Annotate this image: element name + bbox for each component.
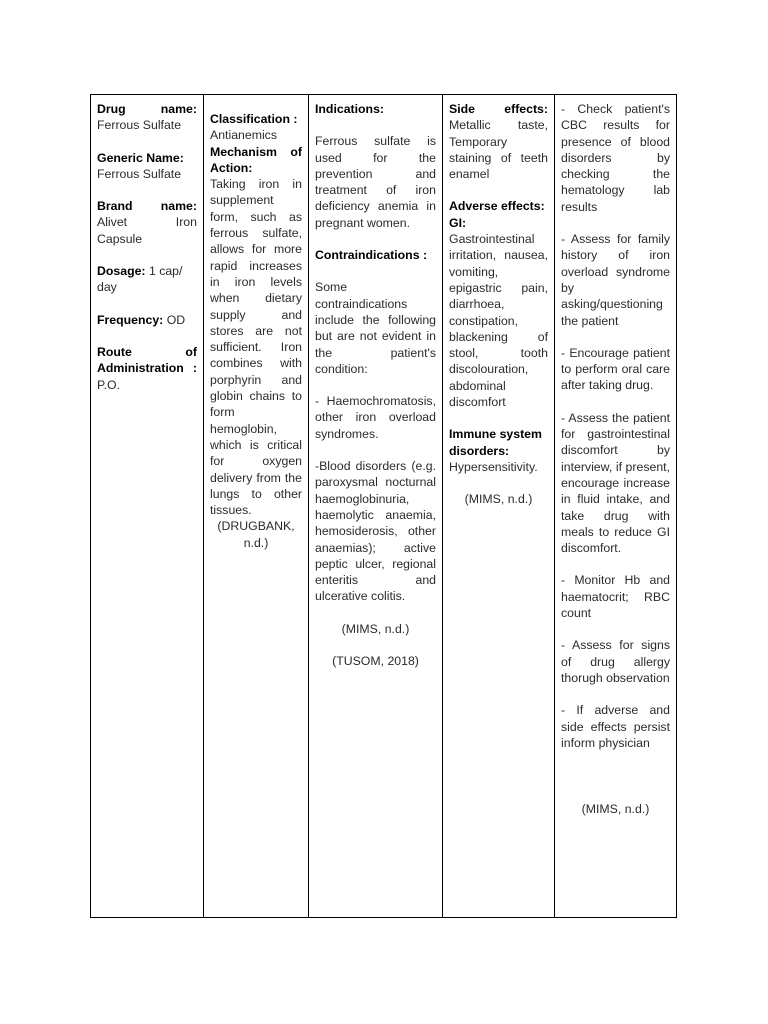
mechanism-label: Mechanism of Action: <box>210 144 302 175</box>
contraindications-label: Contraindications : <box>315 248 428 263</box>
indications-text: Ferrous sulfate is used for the prevention and treatment of iron deficiency anemia in pregnant women. <box>315 134 436 230</box>
mims-citation: (MIMS, n.d.) <box>581 802 650 817</box>
side-effects-column <box>443 95 555 917</box>
mechanism-text: Taking iron in supplement form, such as ferrous sulfate, allows for more rapid increases in iron levels when dietary supply and stores are not sufficient. Iron combines with porphyrin and globin chains to form hemoglobin, which is critical for oxygen delivery from the lungs to other tissues. <box>210 177 302 518</box>
nursing-item: - Check patient's CBC results for presence of blood disorders by checking the hematology lab results <box>561 102 670 214</box>
contraindication-item: -Blood disorders (e.g. paroxysmal nocturnal haemoglobinuria, haemolytic anaemia, hemosiderosis, other anaemias); active peptic ulcer, regional enteritis and ulcerative colitis. <box>315 459 436 604</box>
classification-column <box>204 95 309 917</box>
frequency-value: OD <box>166 312 186 327</box>
drug-study-table <box>90 94 677 918</box>
nursing-item: - Assess for signs of drug allergy thorugh observation <box>561 638 670 685</box>
nursing-responsibilities-column <box>555 95 676 917</box>
gi-text: Gastrointestinal irritation, nausea, vomiting, epigastric pain, diarrhoea, constipation, blackening of stool, tooth discolouration, abdominal discomfort <box>449 232 548 410</box>
nursing-item: - Monitor Hb and haematocrit; RBC count <box>561 573 670 621</box>
immune-label: Immune system disorders: <box>449 427 542 458</box>
classification-label: Classification : <box>210 112 298 126</box>
generic-name-label: Generic Name: <box>97 150 184 165</box>
route-label: Route of Administration : <box>97 344 197 376</box>
gi-label: GI: <box>449 215 467 230</box>
mims-citation: (MIMS, n.d.) <box>464 492 533 507</box>
drug-name-label: Drug name: <box>97 102 197 116</box>
mims-citation: (MIMS, n.d.) <box>341 621 410 636</box>
indications-label: Indications: <box>315 102 385 116</box>
dosage-block <box>97 263 197 296</box>
dosage-value: 1 cap/ day <box>97 264 183 295</box>
brand-name-block <box>97 198 197 247</box>
tusom-citation: (TUSOM, 2018) <box>332 654 419 669</box>
side-effects-text: Metallic taste, Temporary staining of teeth enamel <box>449 118 548 182</box>
drugbank-citation: (DRUGBANK, n.d.) <box>217 519 295 550</box>
contraindication-item: - Haemochromatosis, other iron overload syndromes. <box>315 394 436 441</box>
brand-name-value: Alivet Iron Capsule <box>97 215 197 246</box>
nursing-item: - If adverse and side effects persist inform physician <box>561 703 670 750</box>
route-block <box>97 344 197 393</box>
brand-name-label: Brand name: <box>97 199 197 214</box>
route-value: P.O. <box>97 377 121 392</box>
side-effects-label: Side effects: <box>449 102 548 116</box>
contraindications-intro: Some contraindications include the following but are not evident in the patient's condition: <box>315 280 436 376</box>
indications-column <box>309 95 443 917</box>
drug-info-column <box>91 95 204 917</box>
drug-name-block <box>97 101 197 134</box>
drug-name-value: Ferrous Sulfate <box>97 118 182 133</box>
nursing-item: - Assess the patient for gastrointestinal discomfort by interview, if present, encourage increase in fluid intake, and take drug with meals to reduce GI discomfort. <box>561 410 670 556</box>
dosage-label: Dosage: <box>97 264 146 279</box>
classification-value: Antianemics <box>210 128 277 143</box>
frequency-block <box>97 312 197 328</box>
generic-name-block <box>97 150 197 183</box>
frequency-label: Frequency: <box>97 312 164 327</box>
immune-text: Hypersensitivity. <box>449 459 538 474</box>
adverse-effects-label: Adverse effects: <box>449 199 545 214</box>
nursing-item: - Encourage patient to perform oral care after taking drug. <box>561 345 670 393</box>
nursing-item: - Assess for family history of iron overload syndrome by asking/questioning the patient <box>561 232 670 328</box>
generic-name-value: Ferrous Sulfate <box>97 166 182 181</box>
